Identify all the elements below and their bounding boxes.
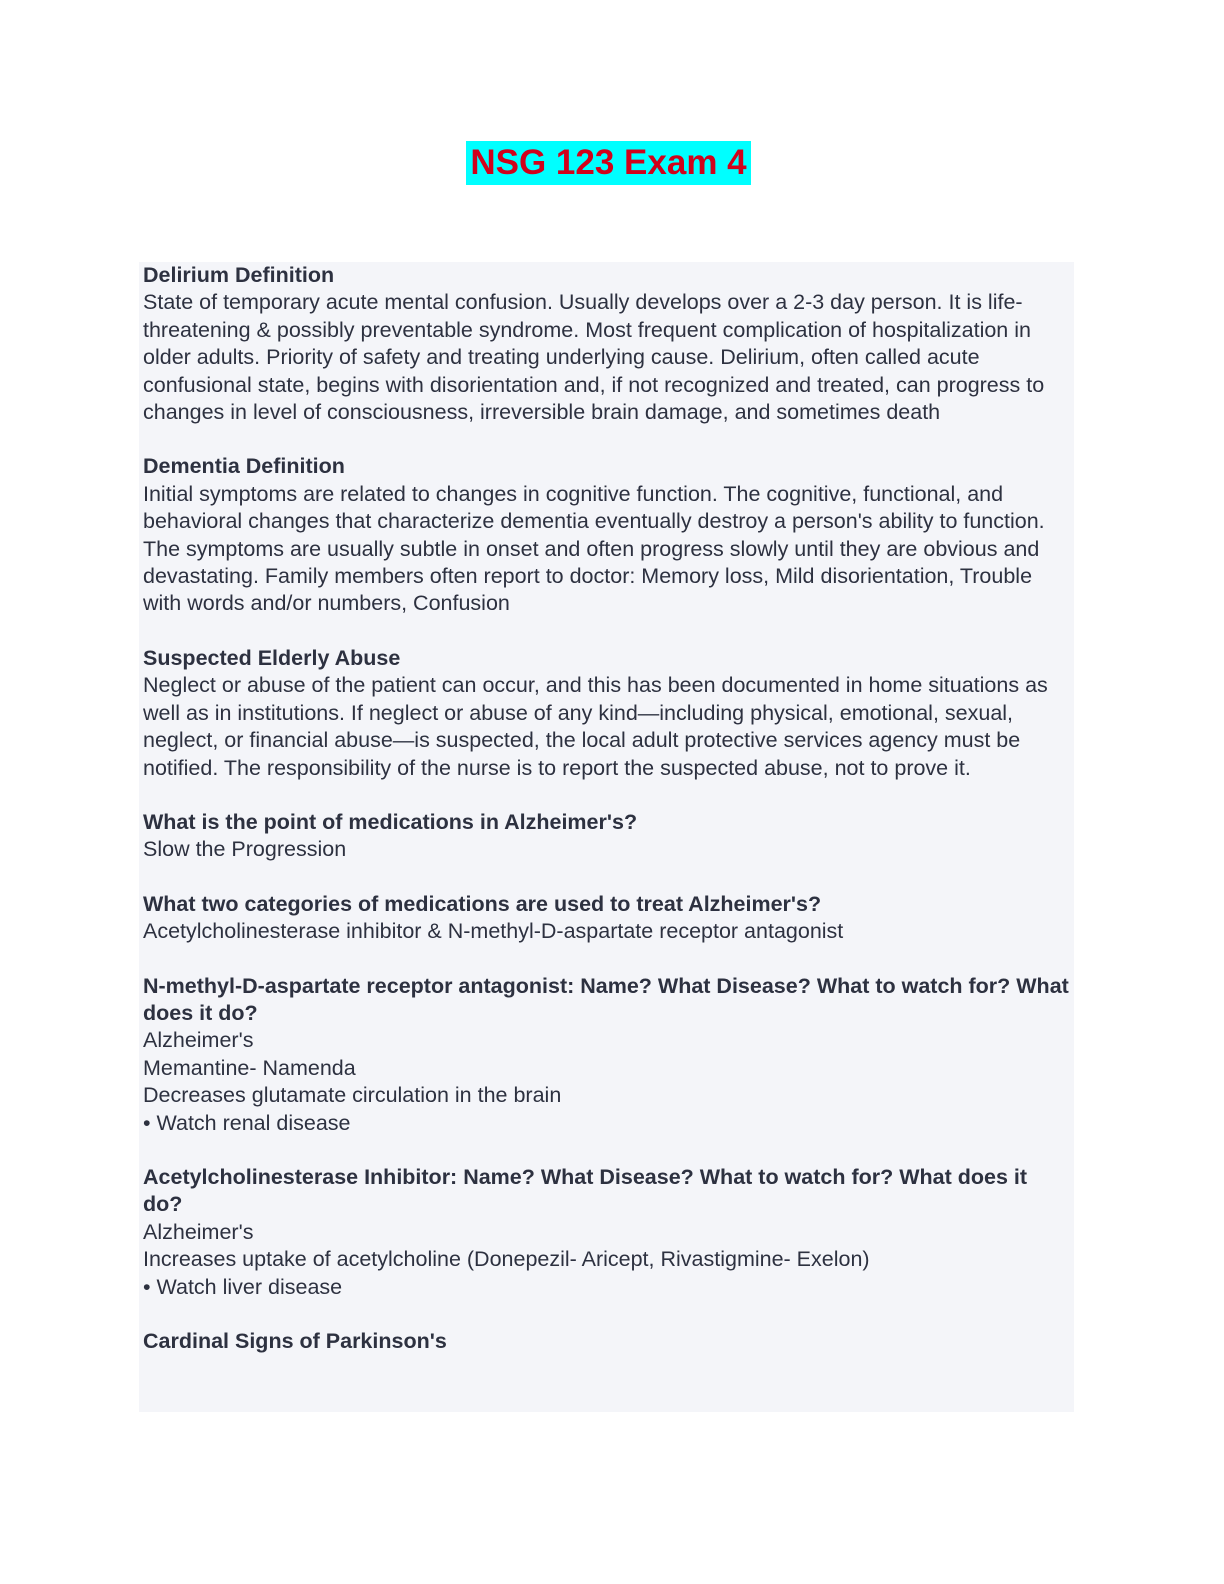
definition-line: Memantine- Namenda [143, 1055, 356, 1080]
cards-container [139, 262, 1074, 1355]
flashcard [143, 809, 1070, 864]
flashcard [143, 891, 1070, 946]
title-wrapper [0, 141, 1224, 185]
flashcard-term: Cardinal Signs of Parkinson's [143, 1329, 447, 1353]
flashcard-definition [143, 918, 1070, 945]
flashcard-term: Suspected Elderly Abuse [143, 645, 401, 670]
flashcard-term: Delirium Definition [143, 263, 335, 287]
definition-line: Neglect or abuse of the patient can occur, and this has been documented in home situations as well as in institutions. If neglect or abuse of any kind—including physical, emotional, sexual, neglect, or financial abuse—is suspected, the local adult protective services agency must be notified. The responsibility of the nurse is to report the suspected abuse, not to prove it. [143, 673, 1048, 780]
definition-line: Slow the Progression [143, 837, 347, 862]
document-title: NSG 123 Exam 4 [466, 141, 750, 185]
flashcard [143, 973, 1070, 1137]
flashcard [143, 645, 1070, 782]
flashcard [143, 262, 1070, 426]
flashcard-term: Acetylcholinesterase Inhibitor: Name? What Disease? What to watch for? What does it do? [143, 1164, 1028, 1217]
flashcard-definition [143, 672, 1070, 782]
definition-line: Alzheimer's [143, 1219, 254, 1244]
flashcard-definition [143, 1219, 1070, 1301]
flashcard-term: What two categories of medications are used to treat Alzheimer's? [143, 891, 822, 916]
definition-line: Initial symptoms are related to changes in cognitive function. The cognitive, functional, and behavioral changes that characterize dementia eventually destroy a person's ability to function. The symptoms are usually subtle in onset and often progress slowly until they are obvious and devastating. Family members often report to doctor: Memory loss, Mild disorientation, Trouble with words and/or numbers, Confusion [143, 481, 1045, 616]
flashcard [143, 1328, 1070, 1355]
flashcard-definition [143, 289, 1070, 426]
flashcard-term: Dementia Definition [143, 454, 345, 479]
definition-line: Acetylcholinesterase inhibitor & N-methyl-D-aspartate receptor antagonist [143, 919, 844, 944]
definition-line: Alzheimer's [143, 1028, 254, 1053]
flashcard [143, 1164, 1070, 1301]
flashcard-term: What is the point of medications in Alzheimer's? [143, 809, 638, 834]
flashcard-definition [143, 481, 1070, 618]
definition-line: Increases uptake of acetylcholine (Donepezil- Aricept, Rivastigmine- Exelon) [143, 1247, 870, 1272]
flashcard-definition [143, 836, 1070, 863]
flashcard-list [139, 262, 1074, 1412]
flashcard-term: N-methyl-D-aspartate receptor antagonist: Name? What Disease? What to watch for? What does it do? [143, 973, 1069, 1025]
definition-line: • Watch liver disease [143, 1274, 343, 1299]
definition-line: Decreases glutamate circulation in the brain [143, 1083, 562, 1108]
flashcard [143, 453, 1070, 617]
definition-line: State of temporary acute mental confusion. Usually develops over a 2-3 day person. It is life-threatening & possibly preventable syndrome. Most frequent complication of hospitalization in older adults. Priority of safety and treating underlying cause. Delirium, often called acute confusional state, begins with disorientation and, if not recognized and treated, can progress to changes in level of consciousness, irreversible brain damage, and sometimes death [143, 290, 1045, 425]
flashcard-definition [143, 1027, 1070, 1137]
definition-line: • Watch renal disease [143, 1110, 351, 1135]
